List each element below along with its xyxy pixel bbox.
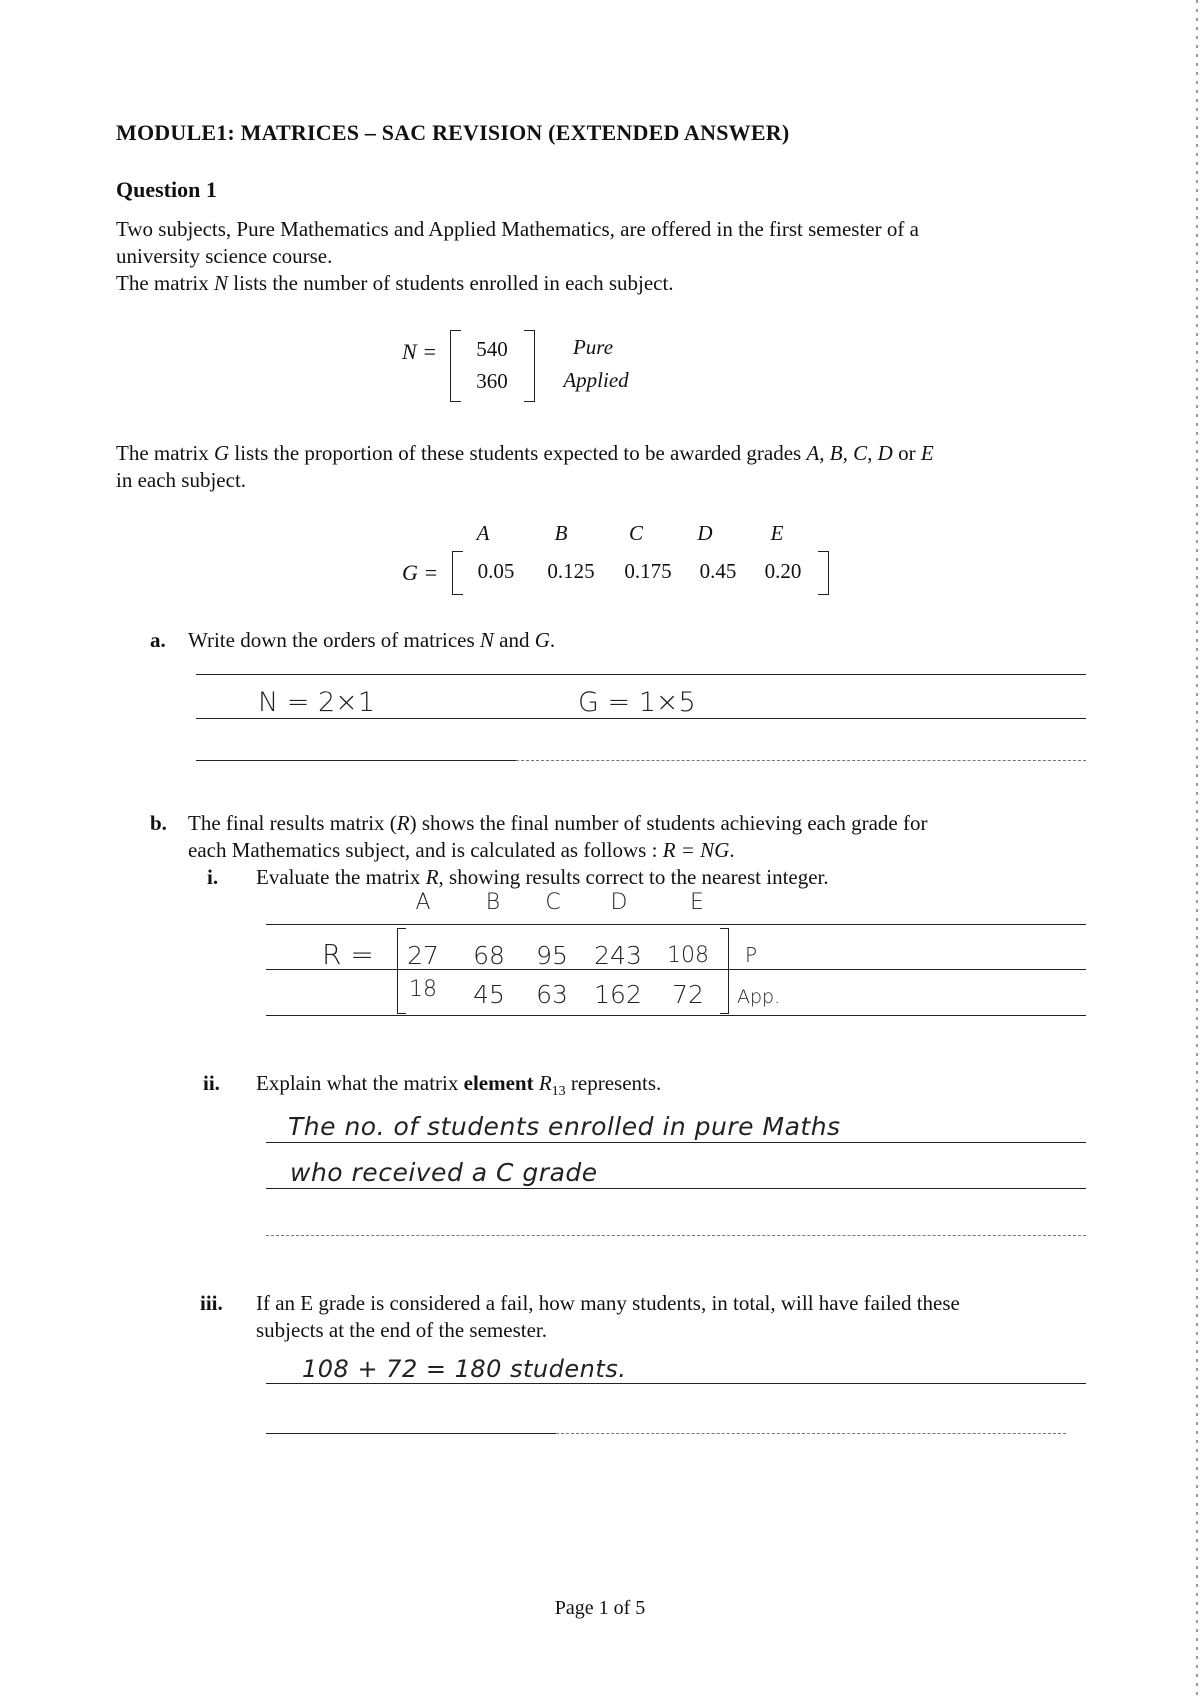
- matrix-g-col-d: D: [697, 521, 713, 545]
- answer-line-dotted: [556, 1433, 1066, 1434]
- answer-line-dotted: [516, 760, 1086, 761]
- answer-line: [266, 1015, 1086, 1016]
- matrix-r-r1c5: 108: [667, 943, 709, 968]
- matrix-r-r1c1: 27: [407, 941, 439, 970]
- intro-line-3-var: N: [213, 271, 228, 295]
- g-intro-grades: A, B, C, D: [806, 441, 893, 465]
- matrix-r-right-bracket: [720, 928, 729, 1014]
- g-intro-e: E: [920, 441, 934, 465]
- part-b-iii-answer: 108 + 72 = 180 students.: [302, 1355, 627, 1383]
- matrix-r-col-d: D: [610, 890, 628, 915]
- answer-line: [266, 969, 1086, 970]
- g-intro-var: G: [213, 441, 230, 465]
- matrix-g-col-b: B: [554, 521, 568, 545]
- matrix-r-r2c5: 72: [672, 980, 704, 1009]
- part-b-ii-var: R: [538, 1071, 552, 1095]
- answer-line: [196, 718, 1086, 719]
- matrix-n-row-label-pure: Pure: [572, 335, 614, 359]
- matrix-r-col-a: A: [415, 890, 431, 915]
- answer-line-dotted: [266, 1235, 1086, 1236]
- matrix-r-r2c1: 18: [409, 977, 437, 1002]
- matrix-r-r1c3: 95: [536, 941, 568, 970]
- matrix-r-r1c2: 68: [473, 941, 505, 970]
- g-intro-pre: The matrix: [116, 441, 214, 465]
- g-intro-mid: lists the proportion of these students expected to be awarded grades: [229, 441, 807, 465]
- part-b-line-2-eq: R = NG: [662, 838, 730, 862]
- part-b-i-label: i.: [207, 865, 219, 889]
- matrix-n-eq: N =: [402, 339, 438, 364]
- part-b-line-2-pre: each Mathematics subject, and is calculated as follows :: [188, 838, 663, 862]
- part-b-iii-line-1: If an E grade is considered a fail, how many students, in total, will have failed these: [256, 1291, 960, 1315]
- part-b-ii-post: represents.: [565, 1071, 662, 1095]
- matrix-g-value-d: 0.45: [699, 559, 737, 583]
- part-b-i-pre: Evaluate the matrix: [256, 865, 426, 889]
- page-number: Page 1 of 5: [554, 1597, 646, 1619]
- part-b-line-1-var: R: [396, 811, 410, 835]
- answer-line: [266, 1142, 1086, 1143]
- part-b-line-2: [188, 837, 735, 864]
- matrix-n-equals: [402, 339, 437, 365]
- part-a-answer-n: N = 2×1: [258, 687, 375, 718]
- part-a-question: [188, 627, 555, 654]
- part-b-i-post: , showing results correct to the nearest integer.: [438, 865, 829, 889]
- g-intro-or: or: [892, 441, 921, 465]
- matrix-g-value-a: 0.05: [477, 559, 515, 583]
- answer-line: [266, 1383, 1086, 1384]
- matrix-r-col-b: B: [485, 890, 501, 915]
- matrix-n-left-bracket: [450, 330, 461, 402]
- matrix-r-r2c4: 162: [594, 980, 642, 1009]
- part-b-line-2-post: .: [729, 838, 735, 862]
- matrix-g-value-e: 0.20: [764, 559, 802, 583]
- part-b-ii-pre: Explain what the matrix: [256, 1071, 464, 1095]
- part-a-and: and: [493, 628, 535, 652]
- g-intro-line-2: in each subject.: [116, 468, 247, 492]
- matrix-n-value-2: 360: [476, 369, 508, 393]
- question-heading: Question 1: [116, 177, 217, 202]
- part-a-answer-g: G = 1×5: [578, 687, 696, 718]
- part-b-ii-label: ii.: [203, 1071, 220, 1095]
- intro-line-3: [116, 270, 674, 297]
- intro-line-3-pre: The matrix: [116, 271, 214, 295]
- part-b-ii-question: [256, 1070, 661, 1105]
- matrix-g-eq: G =: [402, 560, 439, 585]
- part-b-line-1-post: ) shows the final number of students achieving each grade for: [409, 811, 928, 835]
- matrix-n-value-1: 540: [476, 337, 508, 361]
- part-b-line-1-pre: The final results matrix (: [188, 811, 397, 835]
- matrix-r-r2c3: 63: [536, 980, 568, 1009]
- matrix-g-value-c: 0.175: [624, 559, 672, 583]
- part-b-iii-line-2: subjects at the end of the semester.: [256, 1318, 547, 1342]
- matrix-r-row-label-p: P: [745, 943, 758, 967]
- matrix-r-row-label-app: App.: [737, 986, 781, 1008]
- matrix-g-col-e: E: [770, 521, 784, 545]
- part-b-line-1: [188, 810, 927, 837]
- scan-edge: [1196, 0, 1198, 1696]
- matrix-n-row-label-applied: Applied: [563, 368, 629, 392]
- matrix-r-r1c4: 243: [594, 941, 642, 970]
- part-b-iii-label: iii.: [200, 1291, 223, 1315]
- matrix-g-col-a: A: [476, 521, 490, 545]
- part-a-label: a.: [150, 628, 166, 652]
- part-b-i-question: [256, 864, 829, 891]
- answer-line: [266, 1433, 556, 1434]
- part-b-ii-answer-line-1: The no. of students enrolled in pure Maths: [288, 1112, 841, 1141]
- matrix-r-r2c2: 45: [473, 980, 505, 1009]
- part-a-n: N: [479, 628, 494, 652]
- matrix-n-right-bracket: [524, 330, 535, 402]
- intro-line-1: Two subjects, Pure Mathematics and Applied Mathematics, are offered in the first semester of a: [116, 217, 919, 241]
- part-b-ii-bold: element: [463, 1071, 534, 1095]
- document-title: MODULE1: MATRICES – SAC REVISION (EXTENDED ANSWER): [116, 120, 790, 145]
- matrix-g-value-b: 0.125: [547, 559, 595, 583]
- part-a-g: G: [534, 628, 550, 652]
- answer-line: [196, 760, 516, 761]
- answer-line: [196, 674, 1086, 675]
- answer-line: [266, 924, 1086, 925]
- matrix-g-left-bracket: [452, 551, 463, 595]
- intro-line-3-post: lists the number of students enrolled in each subject.: [227, 271, 674, 295]
- matrix-g-right-bracket: [818, 551, 829, 595]
- g-intro-line-1: [116, 440, 934, 467]
- matrix-r-col-c: C: [545, 890, 561, 915]
- part-a-post: .: [549, 628, 556, 652]
- intro-line-2: university science course.: [116, 244, 333, 268]
- part-b-ii-answer-line-2: who received a C grade: [290, 1158, 598, 1187]
- part-a-pre: Write down the orders of matrices: [188, 628, 480, 652]
- matrix-r-col-e: E: [690, 890, 704, 915]
- part-b-i-var: R: [425, 865, 439, 889]
- part-b-label: b.: [150, 811, 167, 835]
- part-b-ii-sub: 13: [551, 1084, 566, 1100]
- matrix-r-eq: R =: [322, 938, 374, 971]
- matrix-g-col-c: C: [628, 521, 643, 545]
- answer-line: [266, 1188, 1086, 1189]
